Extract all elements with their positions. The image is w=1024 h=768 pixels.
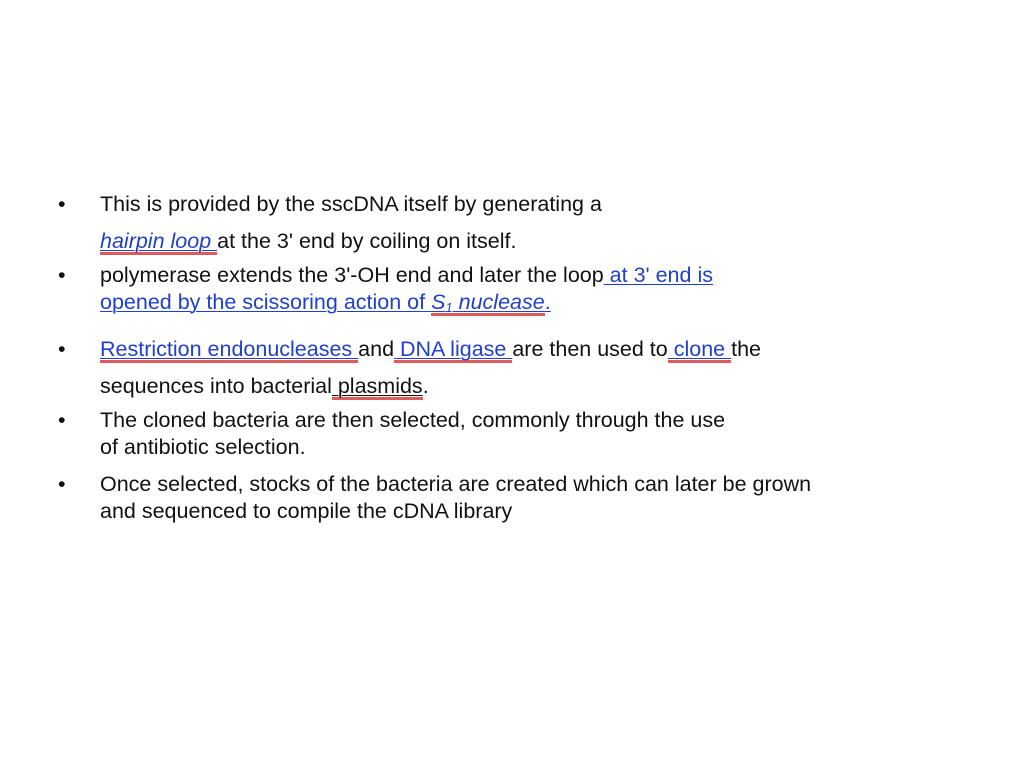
bullet-2-line-1 <box>100 262 978 289</box>
bullet-2-text: polymerase extends the 3'-OH end and later the loop <box>100 263 604 287</box>
s1-letter: S <box>431 290 446 314</box>
hairpin-loop-link[interactable]: hairpin loop <box>100 229 218 253</box>
bullet-3-line-2 <box>100 368 978 405</box>
bullet-item-1 <box>58 186 978 260</box>
bullet-2-line-2 <box>100 289 978 321</box>
bullet-marker: • <box>58 263 66 287</box>
bullet-marker: • <box>58 472 66 496</box>
bullet-3-text-4: sequences into bacterial <box>100 374 332 398</box>
bullet-1-line-1: This is provided by the sscDNA itself by generating a <box>100 192 602 216</box>
at-3-end-link[interactable]: at 3' end is <box>603 263 713 287</box>
bullet-3-text-2: are then used to <box>512 337 668 361</box>
clone-link[interactable]: clone <box>667 337 732 361</box>
bullet-5-line-1: Once selected, stocks of the bacteria are created which can later be grown <box>100 472 812 496</box>
bullet-2-period: . <box>544 290 551 314</box>
s1-subscript: 1 <box>445 300 453 315</box>
bullet-marker: • <box>58 408 66 432</box>
nuclease-link[interactable]: nuclease <box>452 290 545 314</box>
bullet-4-line-1: The cloned bacteria are then selected, commonly through the use <box>100 408 726 432</box>
bullet-1-line-2 <box>100 223 978 260</box>
bullet-1-line-2-text: at the 3' end by coiling on itself. <box>217 229 517 253</box>
s1-link[interactable] <box>431 290 453 316</box>
bullet-3-line-1 <box>100 331 978 368</box>
bullet-marker: • <box>58 192 66 216</box>
bullet-item-2 <box>58 262 978 321</box>
bullet-item-5 <box>58 471 978 525</box>
bullet-list <box>58 186 978 535</box>
bullet-4-line-2: of antibiotic selection. <box>100 435 306 459</box>
restriction-endonucleases-link[interactable]: Restriction endonucleases <box>100 337 359 361</box>
bullet-item-4 <box>58 407 978 461</box>
dna-ligase-link[interactable]: DNA ligase <box>394 337 513 361</box>
bullet-3-and: and <box>358 337 395 361</box>
bullet-3-period: . <box>422 374 429 398</box>
plasmids-link[interactable]: plasmids <box>331 374 423 398</box>
bullet-marker: • <box>58 337 66 361</box>
scissoring-action-link[interactable]: opened by the scissoring action of <box>100 290 432 314</box>
bullet-5-line-2: and sequenced to compile the cDNA library <box>100 499 513 523</box>
bullet-item-3 <box>58 331 978 405</box>
bullet-3-the: the <box>731 337 761 361</box>
